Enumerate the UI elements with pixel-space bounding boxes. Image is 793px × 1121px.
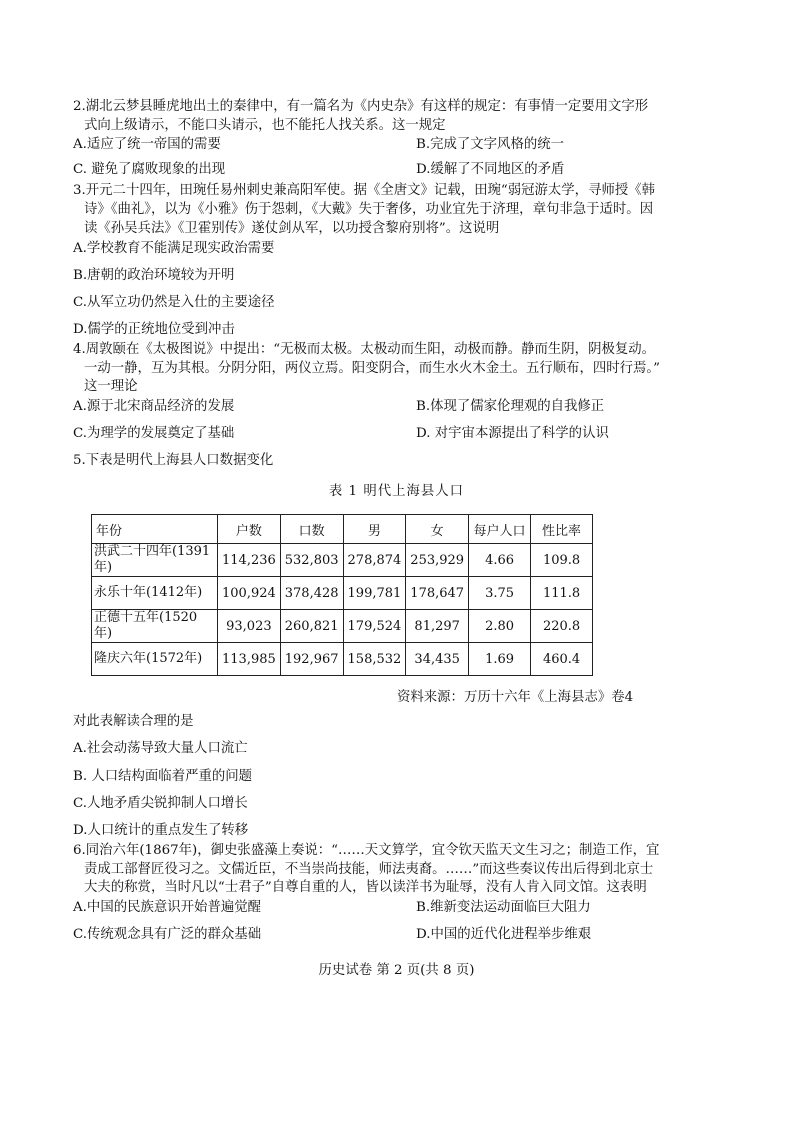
q5-question: 对此表解读合理的是 [73, 714, 194, 729]
q5-option-c: C.人地矛盾尖锐抑制人口增长 [73, 796, 248, 811]
q4-option-c: C.为理学的发展奠定了基础 [73, 426, 235, 441]
cell-sex-ratio: 109.8 [531, 544, 593, 577]
cell-population: 260,821 [280, 610, 343, 643]
table-row [92, 610, 593, 643]
header-male: 男 [343, 515, 406, 544]
q4-option-b: B.体现了儒家伦理观的自我修正 [416, 399, 605, 414]
q2-option-b: B.完成了文字风格的统一 [416, 137, 565, 152]
cell-male: 278,874 [343, 544, 406, 577]
q2-option-c: C. 避免了腐败现象的出现 [73, 162, 226, 177]
q3-stem-line2: 诗》《曲礼》，以为《小雅》伤于怨刺，《大戴》失于奢侈，功业宜先于济理，章句非急于适时。因 [84, 202, 654, 217]
q2-stem-line2: 式向上级请示，不能口头请示，也不能托人找关系。这一规定 [84, 118, 446, 133]
cell-sex-ratio: 460.4 [531, 643, 593, 676]
cell-households: 93,023 [218, 610, 281, 643]
header-per-household: 每户人口 [469, 515, 531, 544]
cell-year: 洪武二十四年(1391年) [92, 544, 218, 577]
cell-year: 隆庆六年(1572年) [92, 643, 218, 676]
table-caption: 表 1 明代上海县人口 [328, 484, 465, 499]
cell-male: 158,532 [343, 643, 406, 676]
cell-female: 178,647 [406, 577, 469, 610]
q4-option-d: D. 对宇宙本源提出了科学的认识 [416, 426, 609, 441]
q6-stem-line2: 责成工部督匠役习之。文儒近臣，不当崇尚技能，师法夷裔。……”而这些奏议传出后得到北京士 [84, 862, 654, 877]
cell-male: 199,781 [343, 577, 406, 610]
table-header-row [92, 515, 593, 544]
table-row [92, 577, 593, 610]
header-households: 户数 [218, 515, 281, 544]
q3-option-b: B.唐朝的政治环境较为开明 [73, 268, 235, 283]
q3-option-a: A.学校教育不能满足现实政治需要 [73, 241, 275, 256]
q6-stem-line3: 大夫的称赏，当时凡以“士君子”自尊自重的人，皆以读洋书为耻辱，没有人肯入同文馆。这表明 [84, 880, 647, 895]
q6-option-b: B.维新变法运动面临巨大阻力 [416, 900, 591, 915]
q6-option-c: C.传统观念具有广泛的群众基础 [73, 927, 262, 942]
cell-population: 192,967 [280, 643, 343, 676]
cell-female: 253,929 [406, 544, 469, 577]
header-sex-ratio: 性比率 [531, 515, 593, 544]
cell-households: 114,236 [218, 544, 281, 577]
table-row [92, 643, 593, 676]
header-year: 年份 [92, 515, 218, 544]
cell-year: 正德十五年(1520年) [92, 610, 218, 643]
cell-per-household: 2.80 [469, 610, 531, 643]
cell-per-household: 3.75 [469, 577, 531, 610]
cell-population: 378,428 [280, 577, 343, 610]
cell-sex-ratio: 111.8 [531, 577, 593, 610]
table-source: 资料来源：万历十六年《上海县志》卷4 [397, 690, 634, 705]
cell-households: 113,985 [218, 643, 281, 676]
cell-population: 532,803 [280, 544, 343, 577]
q3-stem-line3: 读《孙吴兵法》《卫霍别传》遂仗剑从军，以功授含黎府别将”。这说明 [84, 221, 500, 236]
q6-option-a: A.中国的民族意识开始普遍觉醒 [73, 900, 262, 915]
cell-households: 100,924 [218, 577, 281, 610]
header-female: 女 [406, 515, 469, 544]
q5-stem: 5.下表是明代上海县人口数据变化 [73, 453, 274, 468]
table-row [92, 544, 593, 577]
q6-option-d: D.中国的近代化进程举步维艰 [416, 927, 592, 942]
q3-stem-line1: 3.开元二十四年，田琬任易州刺史兼高阳军使。据《全唐文》记载，田琬“弱冠游太学，寻师授《韩 [73, 183, 656, 198]
q5-option-a: A.社会动荡导致大量人口流亡 [73, 741, 248, 756]
q2-option-d: D.缓解了不同地区的矛盾 [416, 162, 565, 177]
q2-option-a: A.适应了统一帝国的需要 [73, 137, 221, 152]
cell-per-household: 4.66 [469, 544, 531, 577]
q4-stem-line2: 一动一静，互为其根。分阴分阳，两仪立焉。阳变阴合，而生水火木金土。五行顺布，四时行焉。” [84, 361, 660, 376]
q2-stem-line1: 2.湖北云梦县睡虎地出土的秦律中，有一篇名为《内史杂》有这样的规定：有事情一定要用文字形 [73, 99, 649, 114]
population-table [91, 514, 593, 676]
q3-option-d: D.儒学的正统地位受到冲击 [73, 322, 235, 337]
q3-option-c: C.从军立功仍然是入仕的主要途径 [73, 295, 275, 310]
cell-female: 81,297 [406, 610, 469, 643]
cell-male: 179,524 [343, 610, 406, 643]
page-footer: 历史试卷 第 2 页(共 8 页) [318, 963, 475, 978]
q5-option-b: B. 人口结构面临着严重的问题 [73, 769, 253, 784]
q4-stem-line3: 这一理论 [84, 379, 138, 394]
q6-stem-line1: 6.同治六年(1867年)，御史张盛藻上奏说：“……天文算学，宜令钦天监天文生习之；制造工作，宜 [73, 843, 660, 858]
cell-per-household: 1.69 [469, 643, 531, 676]
cell-female: 34,435 [406, 643, 469, 676]
header-population: 口数 [280, 515, 343, 544]
q4-option-a: A.源于北宋商品经济的发展 [73, 399, 235, 414]
cell-year: 永乐十年(1412年) [92, 577, 218, 610]
q5-option-d: D.人口统计的重点发生了转移 [73, 823, 249, 838]
q4-stem-line1: 4.周敦颐在《太极图说》中提出：“无极而太极。太极动而生阳，动极而静。静而生阴，阴极复动。 [73, 342, 656, 357]
cell-sex-ratio: 220.8 [531, 610, 593, 643]
